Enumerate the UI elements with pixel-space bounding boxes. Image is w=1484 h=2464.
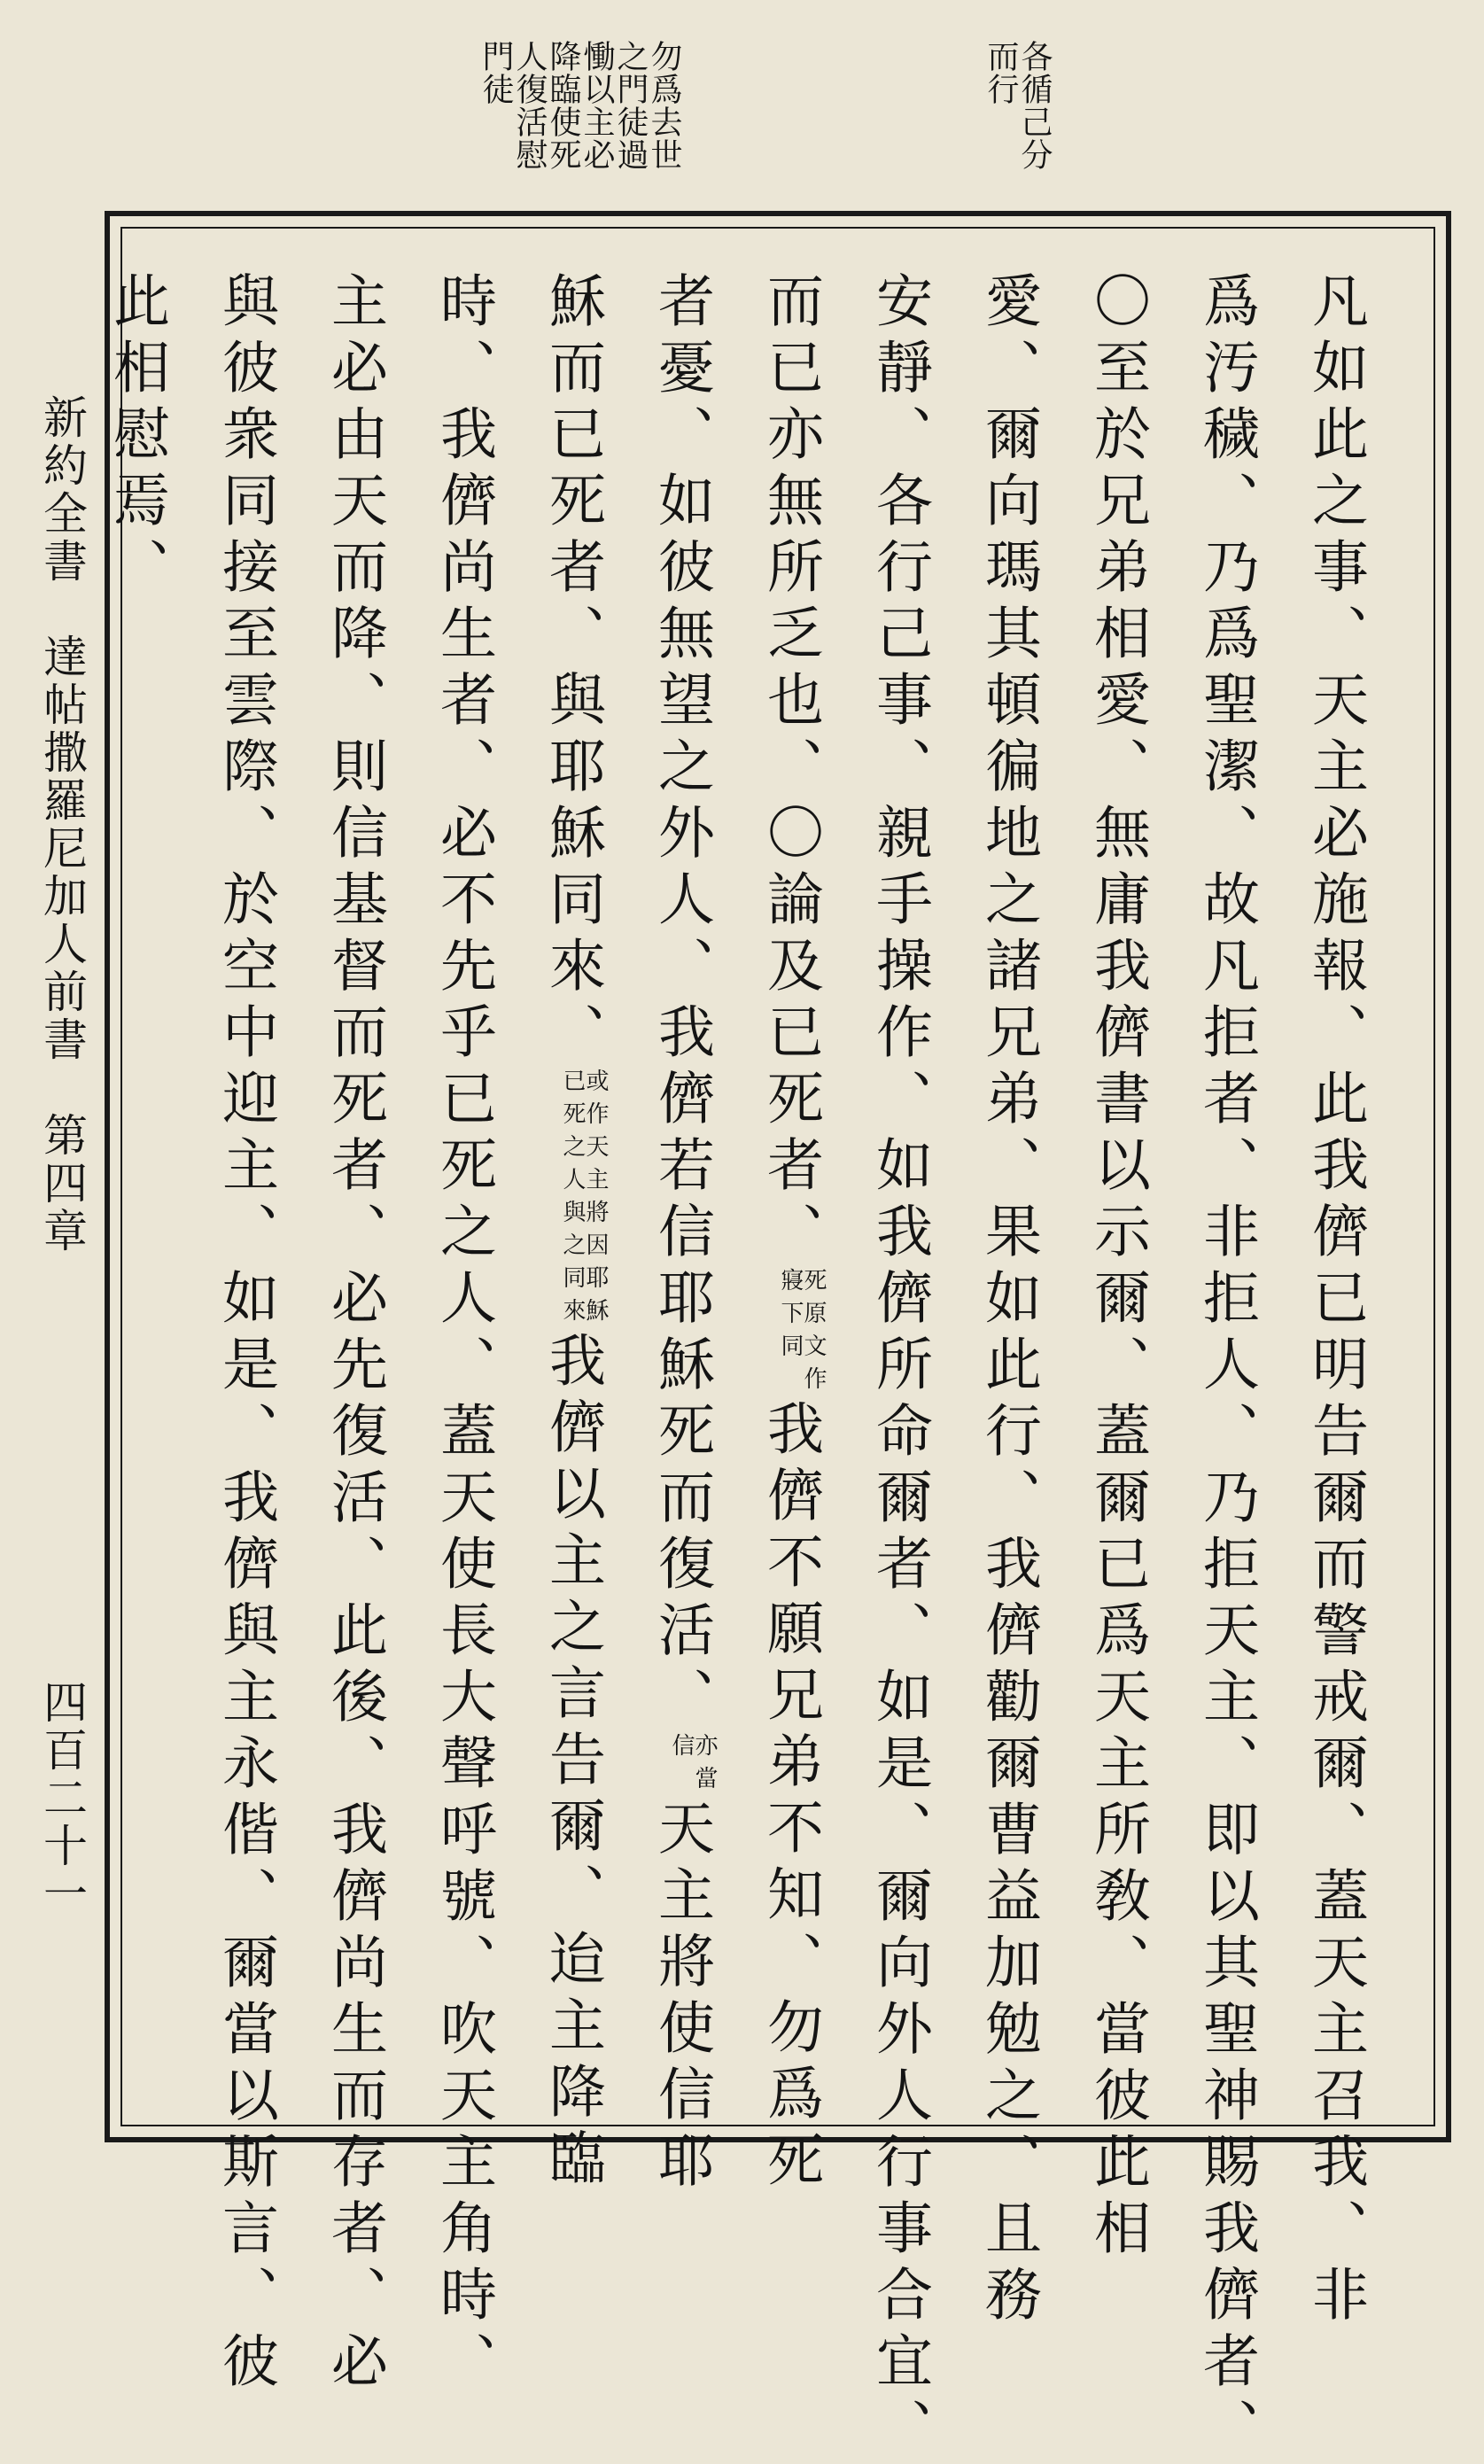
- inline-note: [670, 1733, 716, 1799]
- text-column: 爲汚穢、乃爲聖潔、故凡拒者、非拒人、乃拒天主、即以其聖神賜我儕者、: [1193, 271, 1259, 2464]
- inline-note-line: 信: [668, 1733, 695, 1766]
- text-column: 與彼衆同接至雲際、於空中迎主、如是、我儕與主永偕、爾當以斯言、彼: [213, 271, 278, 2398]
- text-column-fragment: 我儕不願兄弟不知、勿爲死: [758, 1399, 823, 2196]
- inline-note-line: 寢下同: [777, 1268, 804, 1366]
- text-column-fragment: 我儕以主之言告爾、迨主降臨: [540, 1331, 605, 2195]
- headnote-right: [983, 40, 1051, 175]
- text-column: 此相慰焉、: [104, 271, 169, 603]
- page-frame: [104, 211, 1451, 2464]
- text-column-fragment: 穌而已死者、與耶穌同來、: [540, 271, 605, 1069]
- text-column-fragment: 愛、爾向瑪其頓徧地之諸兄弟、果如此行、我儕勸爾曹益加勉之、且務: [975, 271, 1041, 2331]
- text-column: 〇至於兄弟相愛、無庸我儕書以示爾、蓋爾已爲天主所敎、當彼此相: [1084, 271, 1150, 2265]
- text-column: 主必由天而降、則信基督而死者、必先復活、此後、我儕尚生而存者、必: [322, 271, 387, 2398]
- text-column: [626, 271, 735, 2197]
- text-column: 凡如此之事、天主必施報、此我儕已明告爾而警戒爾、蓋天主召我、非: [1302, 271, 1368, 2331]
- text-column-fragment: 者憂、如彼無望之外人、我儕若信耶穌死而復活、: [649, 271, 714, 1733]
- inline-note-line: 已死之人與之同來: [559, 1069, 586, 1331]
- text-column: [517, 271, 626, 2195]
- headnote-right-text: 各循己分而行: [983, 40, 1053, 171]
- page-number: 四百二十一: [36, 1679, 88, 1918]
- text-column: [953, 271, 1062, 2331]
- headnote-left-text: 勿爲去世之門徒過慟以主必降臨使死人復活慰門徒: [478, 40, 682, 171]
- inline-note-line: 死原文作: [800, 1268, 827, 1399]
- text-column-fragment: 而已亦無所乏也、〇論及已死者、: [758, 271, 823, 1268]
- text-column-fragment: 天主將使信耶: [649, 1799, 714, 2197]
- running-title: 新約全書 達帖撒羅尼加人前書 第四章: [36, 394, 88, 1255]
- inline-note-line: 或作天主將因耶穌: [582, 1069, 609, 1331]
- text-column: 安靜、各行己事、親手操作、如我儕所命爾者、如是、爾向外人行事合宜、: [866, 271, 932, 2464]
- text-column: 時、我儕尚生者、必不先乎已死之人、蓋天使長大聲呼號、吹天主角時、: [431, 271, 496, 2398]
- inline-note: [561, 1069, 607, 1331]
- inline-note-line: 亦當: [691, 1733, 718, 1799]
- main-text: [82, 271, 1389, 2464]
- inline-note: [779, 1268, 825, 1399]
- headnote-left: [478, 40, 680, 175]
- text-column: [735, 271, 844, 2196]
